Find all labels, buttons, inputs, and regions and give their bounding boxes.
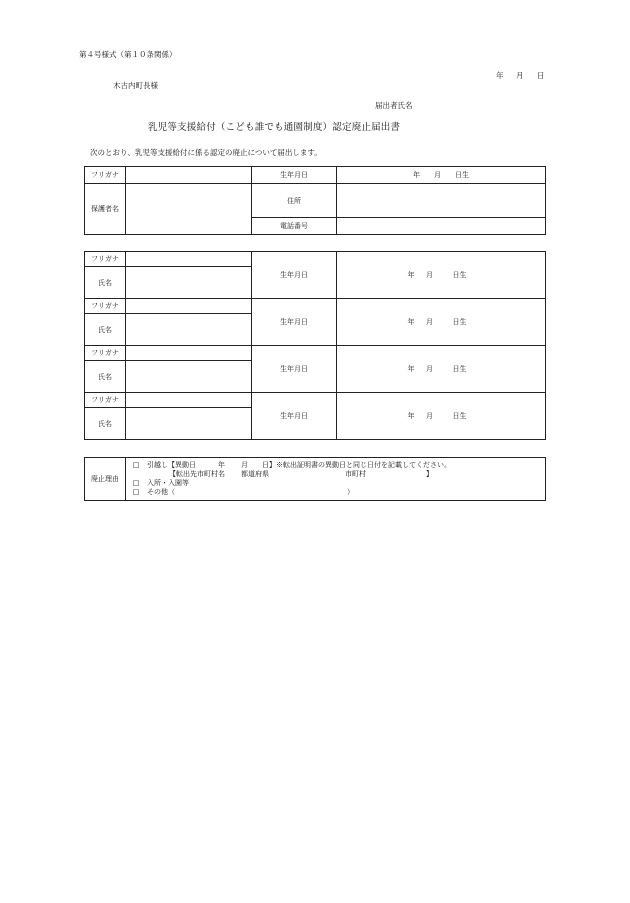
child-furigana-field[interactable]: [126, 252, 252, 267]
children-table: [84, 251, 546, 440]
reason-table: [84, 457, 546, 501]
child-birth-day[interactable]: 日生: [445, 299, 546, 346]
reason-option-admission: [132, 478, 545, 487]
child-birth-month[interactable]: 月: [415, 252, 445, 299]
child-furigana-field[interactable]: [126, 393, 252, 408]
form-number: 第４号様式（第１０条関係）: [79, 50, 177, 59]
destination-close-bracket: 】: [426, 469, 433, 478]
child-furigana-label: フリガナ: [85, 252, 126, 267]
guardian-furigana-field[interactable]: [126, 167, 252, 184]
other-checkbox[interactable]: □: [132, 487, 140, 496]
child-birth-month[interactable]: 月: [415, 393, 445, 440]
guardian-address-label: 住所: [252, 184, 337, 218]
child-furigana-label: フリガナ: [85, 346, 126, 361]
child-name-label: 氏名: [85, 408, 126, 440]
moving-year-label: 年: [218, 460, 225, 469]
page-title: 乳児等支援給付（こども誰でも通園制度）認定廃止届出書: [148, 122, 401, 133]
guardian-phone-label: 電話番号: [252, 218, 337, 235]
moving-month-label: 月: [241, 460, 248, 469]
child-name-field[interactable]: [126, 361, 252, 393]
addressee: 木古内町長様: [113, 81, 158, 90]
child-birthdate-label: 生年月日: [252, 252, 337, 299]
guardian-name-field[interactable]: [126, 184, 252, 235]
child-birth-month[interactable]: 月: [415, 346, 445, 393]
child-birth-day[interactable]: 日生: [445, 393, 546, 440]
reason-option-moving-destination: [132, 469, 545, 478]
child-birth-year[interactable]: 年: [337, 299, 415, 346]
child-birth-month[interactable]: 月: [415, 299, 445, 346]
child-birth-year[interactable]: 年: [337, 393, 415, 440]
child-birthdate-label: 生年月日: [252, 299, 337, 346]
destination-prefecture-label[interactable]: 都道府県: [241, 469, 269, 478]
moving-label: 引越し【異動日: [147, 460, 196, 469]
other-label: その他（: [147, 487, 175, 496]
admission-label: 入所・入園等: [147, 478, 189, 487]
intro-text: 次のとおり、乳児等支援給付に係る認定の廃止について届出します。: [90, 148, 322, 157]
table-row: [85, 346, 546, 361]
reason-option-other: [132, 487, 545, 496]
child-birth-year[interactable]: 年: [337, 346, 415, 393]
admission-checkbox[interactable]: □: [132, 478, 140, 487]
guardian-address-field[interactable]: [337, 184, 546, 218]
child-furigana-label: フリガナ: [85, 393, 126, 408]
moving-checkbox[interactable]: □: [132, 460, 140, 469]
child-name-field[interactable]: [126, 314, 252, 346]
child-birth-day[interactable]: 日生: [445, 346, 546, 393]
guardian-furigana-label: フリガナ: [85, 167, 126, 184]
child-birthdate-label: 生年月日: [252, 346, 337, 393]
child-name-label: 氏名: [85, 314, 126, 346]
child-birthdate-label: 生年月日: [252, 393, 337, 440]
child-name-field[interactable]: [126, 408, 252, 440]
child-birth-year[interactable]: 年: [337, 252, 415, 299]
applicant-name-label: 届出者氏名: [375, 101, 413, 110]
table-row: [85, 252, 546, 267]
child-name-label: 氏名: [85, 361, 126, 393]
date-day: 日: [537, 71, 545, 80]
guardian-table: [84, 166, 546, 235]
child-name-label: 氏名: [85, 267, 126, 299]
guardian-birthdate-field[interactable]: 年 月 日生: [337, 167, 546, 184]
child-furigana-label: フリガナ: [85, 299, 126, 314]
date-month: 月: [516, 71, 524, 80]
reason-label: 廃止理由: [85, 458, 126, 501]
table-row: [85, 393, 546, 408]
child-furigana-field[interactable]: [126, 299, 252, 314]
guardian-phone-field[interactable]: [337, 218, 546, 235]
table-row: [85, 299, 546, 314]
child-furigana-field[interactable]: [126, 346, 252, 361]
date-year: 年: [496, 71, 504, 80]
guardian-name-label: 保護者名: [85, 184, 126, 235]
child-birth-day[interactable]: 日生: [445, 252, 546, 299]
destination-city-label[interactable]: 市町村: [345, 469, 366, 478]
reason-options: [126, 458, 546, 501]
destination-label: 【転出先市町村名: [169, 469, 225, 478]
other-close-paren: ）: [347, 487, 354, 496]
moving-note: 日】※転出証明書の異動日と同じ日付を記載してください。: [262, 460, 451, 469]
reason-option-moving: [132, 460, 545, 469]
child-name-field[interactable]: [126, 267, 252, 299]
guardian-birthdate-label: 生年月日: [252, 167, 337, 184]
